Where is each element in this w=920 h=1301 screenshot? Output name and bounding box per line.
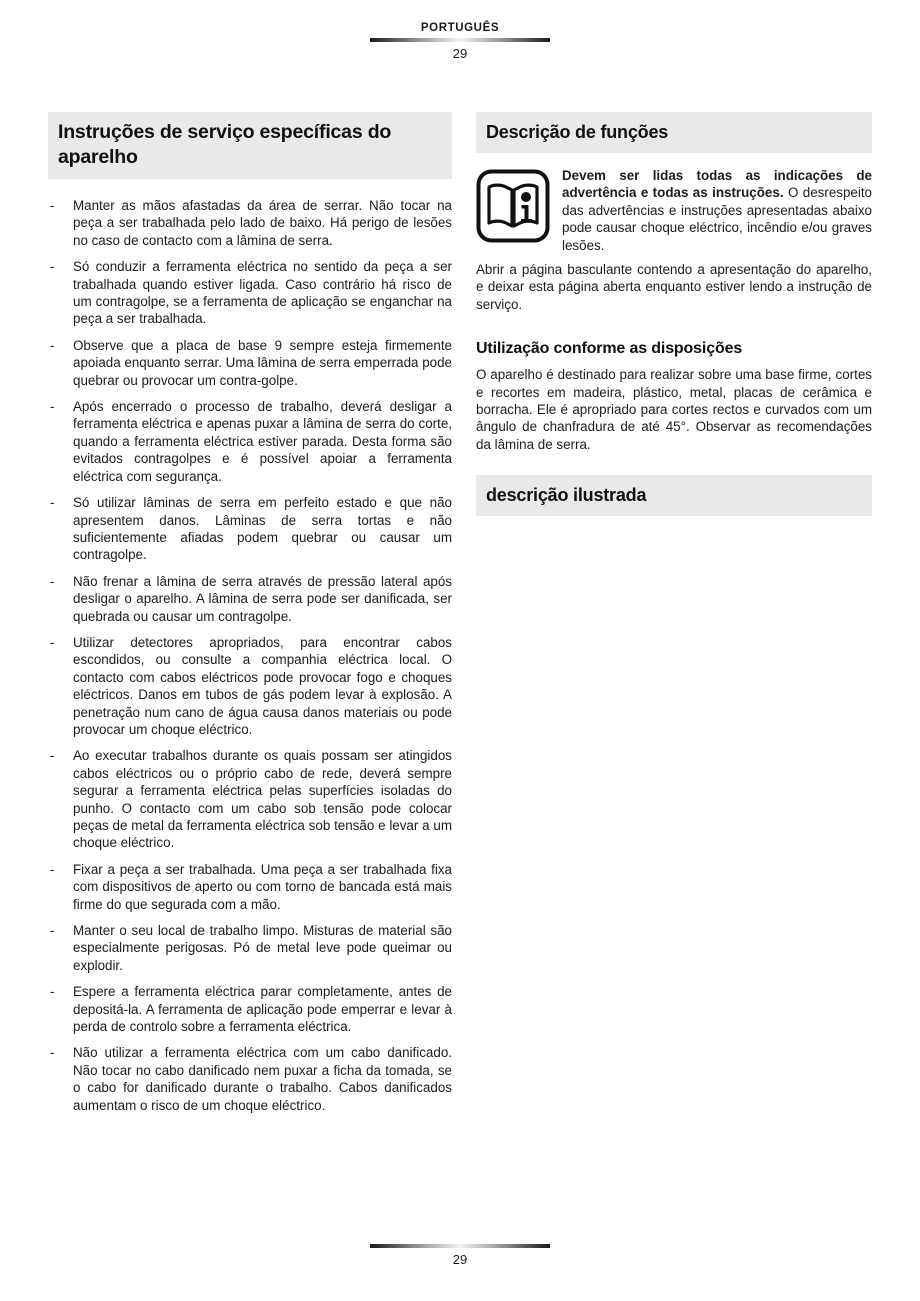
illustrated-description-heading: descrição ilustrada — [486, 485, 647, 506]
list-item — [48, 197, 452, 249]
bullet-dash: - — [50, 861, 55, 877]
paragraph-intended-use: O aparelho é destinado para realizar sobre uma base firme, cortes e recortes em madeira, plástico, metal, placas de cerâmica e borracha. Ele é apropriado para cortes rectos e curvados com um ângulo de chanfradura de até 45°. Observar as recomendações da lâmina de serra. — [476, 367, 872, 452]
right-column — [476, 112, 872, 516]
list-item-text: Só utilizar lâminas de serra em perfeito estado e que não apresentem danos. Lâminas de serra tortas e não suficientemente afiadas podem quebrar ou causar um contragolpe. — [73, 495, 452, 563]
list-item — [48, 398, 452, 485]
page-header-language-title: PORTUGUÊS — [420, 22, 500, 34]
list-item-text: Não frenar a lâmina de serra através de pressão lateral após desligar o aparelho. A lâmina de serra pode ser danificada, ser quebrada ou causar um contragolpe. — [73, 573, 452, 624]
list-item — [48, 1044, 452, 1114]
list-item — [48, 573, 452, 625]
page-footer — [0, 1241, 920, 1267]
warning-bold-lead: Devem ser lidas todas as indicações de advertência e todas as instruções. — [562, 168, 872, 201]
list-item-text: Só conduzir a ferramenta eléctrica no sentido da peça a ser trabalhada quando estiver ligada. Caso contrário há risco de um contragolpe, se a ferramenta de aplicação se enganchar na peça a ser trabalhada. — [73, 259, 452, 327]
bullet-dash: - — [50, 399, 55, 415]
right-section-heading: Descrição de funções — [486, 122, 669, 142]
left-section-heading: Instruções de serviço específicas do aparelho — [58, 121, 392, 168]
footer-page-number: 29 — [452, 1252, 468, 1267]
left-column — [48, 112, 452, 1123]
list-item-text: Após encerrado o processo de trabalho, deverá desligar a ferramenta eléctrica e apenas puxar a lâmina de serra do corte, quando a ferramenta eléctrica estiver parada. Desta forma são evitados contragolpes e é possível apoiar a ferramenta eléctrica com segurança. — [73, 399, 452, 484]
list-item — [48, 983, 452, 1035]
bullet-dash: - — [50, 984, 55, 1000]
page-header — [0, 22, 920, 61]
list-item — [48, 634, 452, 738]
left-section-heading-band — [48, 112, 452, 179]
paragraph-after-warning: Abrir a página basculante contendo a apresentação do aparelho, e deixar esta página aberta enquanto estiver lendo a instrução de serviço. — [476, 262, 872, 312]
list-item — [48, 861, 452, 913]
list-item-text: Não utilizar a ferramenta eléctrica com um cabo danificado. Não tocar no cabo danificado nem puxar a ficha da tomada, se o cabo for danificado durante o trabalho. Cabos danificados aumentam o risco de um choque eléctrico. — [73, 1045, 452, 1113]
list-item — [48, 258, 452, 328]
header-divider-rule — [370, 38, 550, 42]
footer-divider-rule — [370, 1244, 550, 1248]
intended-use-subheading: Utilização conforme as disposições — [476, 340, 743, 358]
list-item — [48, 494, 452, 564]
bullet-dash: - — [50, 634, 55, 650]
bullet-dash: - — [50, 573, 55, 589]
header-page-number: 29 — [452, 46, 468, 61]
bullet-dash: - — [50, 748, 55, 764]
bullet-dash: - — [50, 198, 55, 213]
read-manual-book-info-icon — [476, 169, 550, 243]
bullet-dash: - — [50, 1045, 55, 1061]
warning-rest-text: O desrespeito das advertências e instruções apresentadas abaixo pode causar choque eléctrico, incêndio e/ou graves lesões. — [562, 185, 872, 253]
illustrated-description-band — [476, 475, 872, 516]
list-item-text: Ao executar trabalhos durante os quais possam ser atingidos cabos eléctricos ou o próprio cabo de rede, deverá sempre segurar a ferramenta eléctrica pelas superfícies isoladas do punho. O contacto com um cabo sob tensão pode colocar peças de metal da ferramenta eléctrica sob tensão e levar a um choque eléctrico. — [73, 748, 452, 851]
list-item-text: Fixar a peça a ser trabalhada. Uma peça a ser trabalhada fixa com dispositivos de aperto ou com torno de bancada está mais firme do que segurada com a mão. — [73, 861, 452, 912]
list-item-text: Manter as mãos afastadas da área de serrar. Não tocar na peça a ser trabalhada pelo lado de baixo. Há perigo de lesões no caso de contacto com a lâmina de serra. — [73, 198, 452, 248]
warning-block — [476, 167, 872, 254]
right-section-heading-band — [476, 112, 872, 153]
list-item-text: Utilizar detectores apropriados, para encontrar cabos escondidos, ou consulte a companhia eléctrica local. O contacto com cabos eléctricos pode provocar fogo e choques eléctricos. Danos em tubos de gás podem levar à explosão. A penetração num cano de água causa danos materiais ou pode provocar um choque eléctrico. — [73, 634, 452, 737]
bullet-dash: - — [50, 259, 55, 275]
safety-instructions-list — [48, 197, 452, 1114]
warning-text — [562, 167, 872, 254]
list-item — [48, 337, 452, 389]
bullet-dash: - — [50, 495, 55, 511]
list-item — [48, 922, 452, 974]
list-item-text: Espere a ferramenta eléctrica parar completamente, antes de depositá-la. A ferramenta de aplicação pode emperrar e levar à perda de controlo sobre a ferramenta eléctrica. — [73, 984, 452, 1035]
list-item — [48, 747, 452, 851]
list-item-text: Manter o seu local de trabalho limpo. Misturas de material são especialmente perigosas. Pó de metal leve pode queimar ou explodir. — [73, 923, 452, 973]
bullet-dash: - — [50, 337, 55, 353]
list-item-text: Observe que a placa de base 9 sempre esteja firmemente apoiada enquanto serrar. Uma lâmina de serra emperrada pode quebrar ou provocar um contra-golpe. — [73, 337, 452, 388]
bullet-dash: - — [50, 923, 55, 939]
